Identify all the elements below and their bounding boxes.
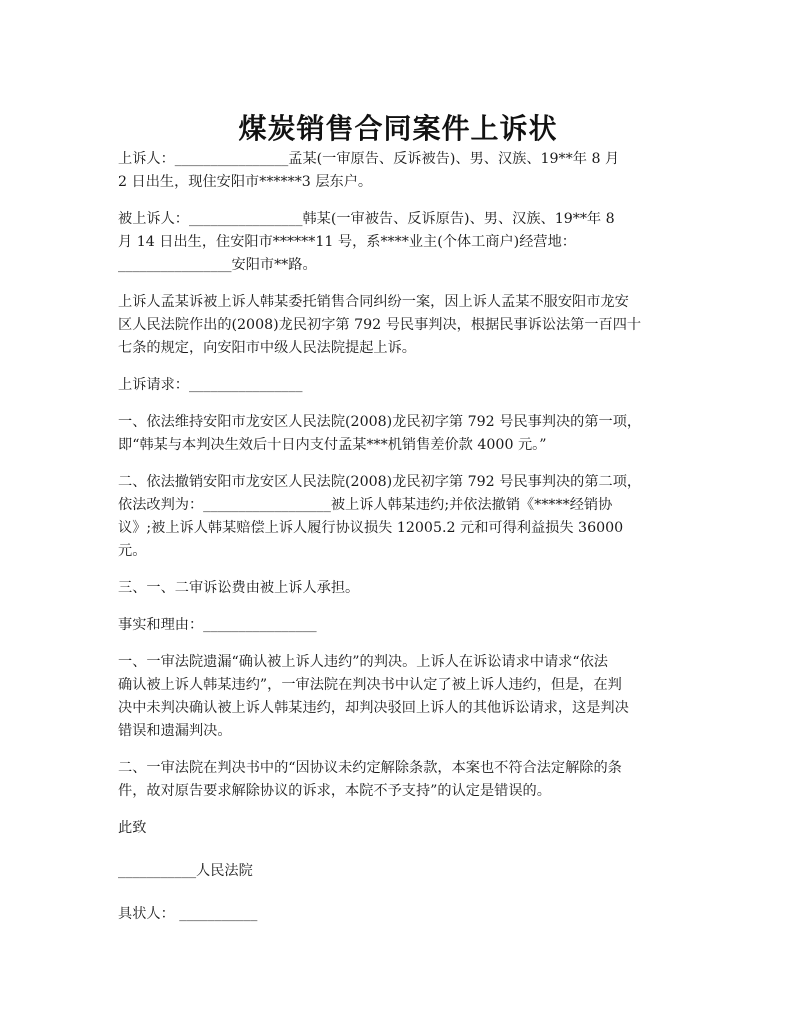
text-line: 三、一、二审诉讼费由被上诉人承担。: [118, 580, 360, 596]
appellee-paragraph: [118, 208, 680, 277]
salutation: [118, 817, 680, 840]
document-title: 煤炭销售合同案件上诉状: [238, 111, 558, 145]
text-line: 一、一审法院遗漏“确认被上诉人违约”的判决。上诉人在诉讼请求中请求“依法: [118, 654, 608, 670]
text-line: 上诉人：________________孟某(一审原告、反诉被告)、男、汉族、19**年 8 月: [118, 151, 620, 167]
text-line: 上诉人孟某诉被上诉人韩某委托销售合同纠纷一案，因上诉人孟某不服安阳市龙安: [118, 294, 629, 310]
request-three-paragraph: [118, 577, 680, 600]
text-line: 确认被上诉人韩某违约”，一审法院在判决书中认定了被上诉人违约，但是，在判: [118, 677, 622, 693]
court-recipient: [118, 860, 680, 883]
text-line: 一、依法维持安阳市龙安区人民法院(2008)龙民初字第 792 号民事判决的第一项，: [118, 414, 642, 430]
reason-one-paragraph: [118, 651, 680, 743]
request-one-paragraph: [118, 411, 680, 457]
appeal-requests-heading: [118, 374, 680, 397]
text-line: 2 日出生，现住安阳市******3 层东户。: [118, 174, 373, 190]
text-line: 区人民法院作出的(2008)龙民初字第 792 号民事判决，根据民事诉讼法第一百四十: [118, 317, 642, 333]
document-body: [118, 148, 680, 940]
text-line: 月 14 日出生，住安阳市******11 号，系****业主(个体工商户)经营地：: [118, 234, 576, 250]
text-line: 元。: [118, 543, 147, 559]
signature-line: [118, 903, 680, 926]
text-line: 事实和理由：________________: [118, 617, 317, 633]
text-line: 决中未判决确认被上诉人韩某违约，却判决驳回上诉人的其他诉讼请求，这是判决: [118, 700, 629, 716]
text-line: ___________人民法院: [118, 863, 253, 879]
text-line: ________________安阳市**路。: [118, 257, 317, 273]
facts-reasons-heading: [118, 614, 680, 637]
reason-two-paragraph: [118, 757, 680, 803]
appellant-paragraph: [118, 148, 680, 194]
text-line: 即“韩某与本判决生效后十日内支付孟某***机销售差价款 4000 元。”: [118, 437, 547, 453]
text-line: 件，故对原告要求解除协议的诉求，本院不予支持”的认定是错误的。: [118, 783, 551, 799]
text-line: 此致: [118, 820, 147, 836]
text-line: 错误和遗漏判决。: [118, 723, 232, 739]
text-line: 七条的规定，向安阳市中级人民法院提起上诉。: [118, 340, 416, 356]
case-intro-paragraph: [118, 291, 680, 360]
request-two-paragraph: [118, 471, 680, 563]
text-line: 二、依法撤销安阳市龙安区人民法院(2008)龙民初字第 792 号民事判决的第二项，: [118, 474, 642, 490]
text-line: 议》;被上诉人韩某赔偿上诉人履行协议损失 12005.2 元和可得利益损失 36000: [118, 520, 624, 536]
text-line: 被上诉人：________________韩某(一审被告、反诉原告)、男、汉族、19**年 8: [118, 211, 615, 227]
text-line: 上诉请求：________________: [118, 377, 303, 393]
text-line: 二、一审法院在判决书中的“因协议未约定解除条款，本案也不符合法定解除的条: [118, 760, 622, 776]
text-line: 具状人： ___________: [118, 906, 258, 922]
text-line: 依法改判为：__________________被上诉人韩某违约;并依法撤销《*****经销协: [118, 497, 613, 513]
